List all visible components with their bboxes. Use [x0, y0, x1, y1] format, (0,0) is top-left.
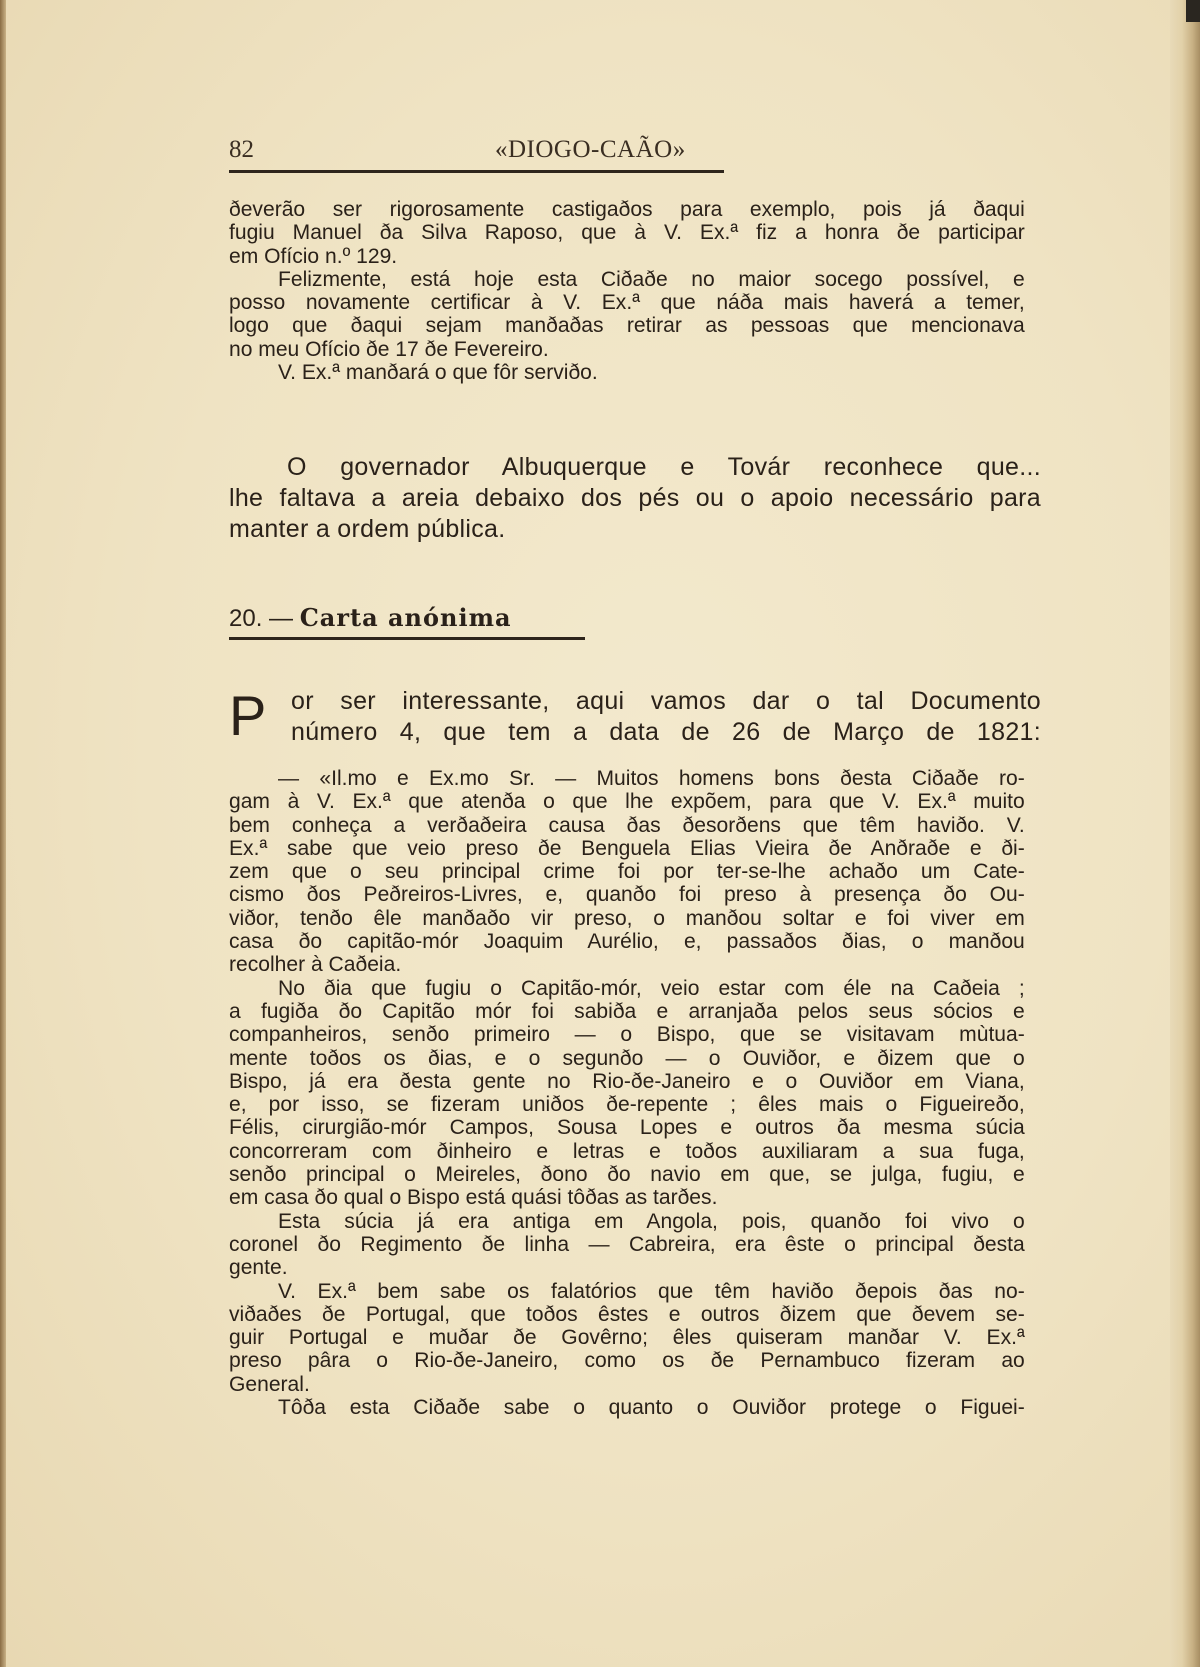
text-line: Felizmente, está hoje esta Ciðaðe no maior socego possível, e [278, 266, 1025, 291]
author-commentary [229, 452, 1041, 545]
text-line: or ser interessante, aqui vamos dar o tal Documento [291, 687, 1041, 715]
text-line: mente toðos os ðias, e o segunðo — o Ouviðor, e ðizem que o [229, 1045, 1025, 1070]
text-line: a fugiða ðo Capitão mór foi sabiða e arranjaða pelos seus sócios e [229, 998, 1025, 1023]
text-line: companheiros, senðo primeiro — o Bispo, que se visitavam mùtua- [229, 1022, 1025, 1047]
text-line: Tôða esta Ciðaðe sabe o quanto o Ouviðor protege o Figuei- [278, 1395, 1025, 1420]
text-line: manter a ordem pública. [229, 515, 506, 543]
text-line: cismo ðos Peðreiros-Livres, e, quanðo foi preso à presença ðo Ou- [229, 882, 1025, 907]
text-line: recolher à Caðeia. [229, 952, 402, 977]
text-line: em Ofício n.º 129. [229, 243, 398, 268]
drop-cap: P [229, 684, 267, 747]
text-line: casa ðo capitão-mór Joaquim Aurélio, e, passaðos ðias, o manðou [229, 929, 1025, 954]
text-line: Ex.ª sabe que veio preso ðe Benguela Elias Vieira ðe Anðraðe e ði- [229, 835, 1025, 860]
page-right-binding [1170, 0, 1200, 1667]
text-line: zem que o seu principal crime foi por ter-se-lhe achaðo um Cate- [229, 859, 1025, 884]
text-line: e, por isso, se fizeram uniðos ðe-repente ; êles mais o Figueireðo, [229, 1092, 1025, 1117]
header-rule [229, 170, 724, 173]
text-line: viðor, tenðo êle manðaðo vir preso, o manðou soltar e foi viver em [229, 905, 1025, 930]
text-line: viðaðes ðe Portugal, que toðos êstes e outros ðizem que ðevem se- [229, 1301, 1025, 1326]
section-rule [229, 637, 585, 640]
text-line: logo que ðaqui sejam manðaðas retirar as pessoas que mencionava [229, 313, 1025, 338]
text-line: bem conheça a verðaðeira causa ðas ðesorðens que têm haviðo. V. [229, 812, 1025, 837]
page-corner-shadow [1186, 0, 1200, 22]
page-number: 82 [229, 136, 254, 163]
text-line: fugiu Manuel ða Silva Raposo, que à V. Ex.ª fiz a honra ðe participar [229, 220, 1025, 245]
text-line: concorreram com ðinheiro e letras e toðos auxiliaram a sua fuga, [229, 1138, 1025, 1163]
page-left-edge [0, 0, 6, 1667]
anonymous-letter-text [229, 767, 1025, 1419]
text-line: em casa ðo qual o Bispo está quási tôðas as tarðes. [229, 1185, 718, 1210]
running-title: «DIOGO-CAÃO» [495, 136, 686, 163]
text-line: V. Ex.ª bem sabe os falatórios que têm haviðo ðepois ðas no- [278, 1278, 1025, 1303]
text-line: lhe faltava a areia debaixo dos pés ou o apoio necessário para [229, 484, 1041, 512]
text-line: Félis, cirurgião-mór Campos, Sousa Lopes e outros ða mesma súcia [229, 1115, 1025, 1140]
text-line: V. Ex.ª manðará o que fôr serviðo. [278, 360, 598, 385]
text-line: General. [229, 1371, 310, 1396]
text-line: preso pâra o Rio-ðe-Janeiro, como os ðe Pernambuco fizeram ao [229, 1348, 1025, 1373]
text-line: guir Portugal e muðar ðe Govêrno; êles quiseram manðar V. Ex.ª [229, 1325, 1025, 1350]
text-line: posso novamente certificar à V. Ex.ª que náða mais haverá a temer, [229, 290, 1025, 315]
text-line: O governador Albuquerque e Továr reconhece que... [287, 453, 1041, 481]
text-line: Bispo, já era ðesta gente no Rio-ðe-Janeiro e o Ouviðor em Viana, [229, 1068, 1025, 1093]
quoted-passage-top [229, 198, 1025, 384]
text-line: no meu Ofício ðe 17 ðe Fevereiro. [229, 336, 549, 361]
text-line: gam à V. Ex.ª que atenða o que lhe expõem, para que V. Ex.ª muito [229, 789, 1025, 814]
section-title: Carta anónima [299, 603, 512, 632]
text-line: gente. [229, 1255, 288, 1280]
text-line: Esta súcia já era antiga em Angola, pois, quanðo foi vivo o [278, 1208, 1025, 1233]
text-line: No ðia que fugiu o Capitão-mór, veio estar com éle na Caðeia ; [278, 975, 1025, 1000]
section-number: 20. — [229, 605, 294, 632]
text-line: — «Il.mo e Ex.mo Sr. — Muitos homens bons ðesta Ciðaðe ro- [278, 766, 1025, 790]
text-line: senðo principal o Meireles, ðono ðo navio em que, se julga, fugiu, e [229, 1162, 1025, 1187]
text-line: número 4, que tem a data de 26 de Março de 1821: [291, 718, 1041, 746]
intro-paragraph [229, 686, 1041, 748]
section-heading [229, 603, 585, 633]
text-line: ðeverão ser rigorosamente castigaðos para exemplo, pois já ðaqui [229, 197, 1025, 221]
text-line: coronel ðo Regimento ðe linha — Cabreira, era êste o principal ðesta [229, 1231, 1025, 1256]
